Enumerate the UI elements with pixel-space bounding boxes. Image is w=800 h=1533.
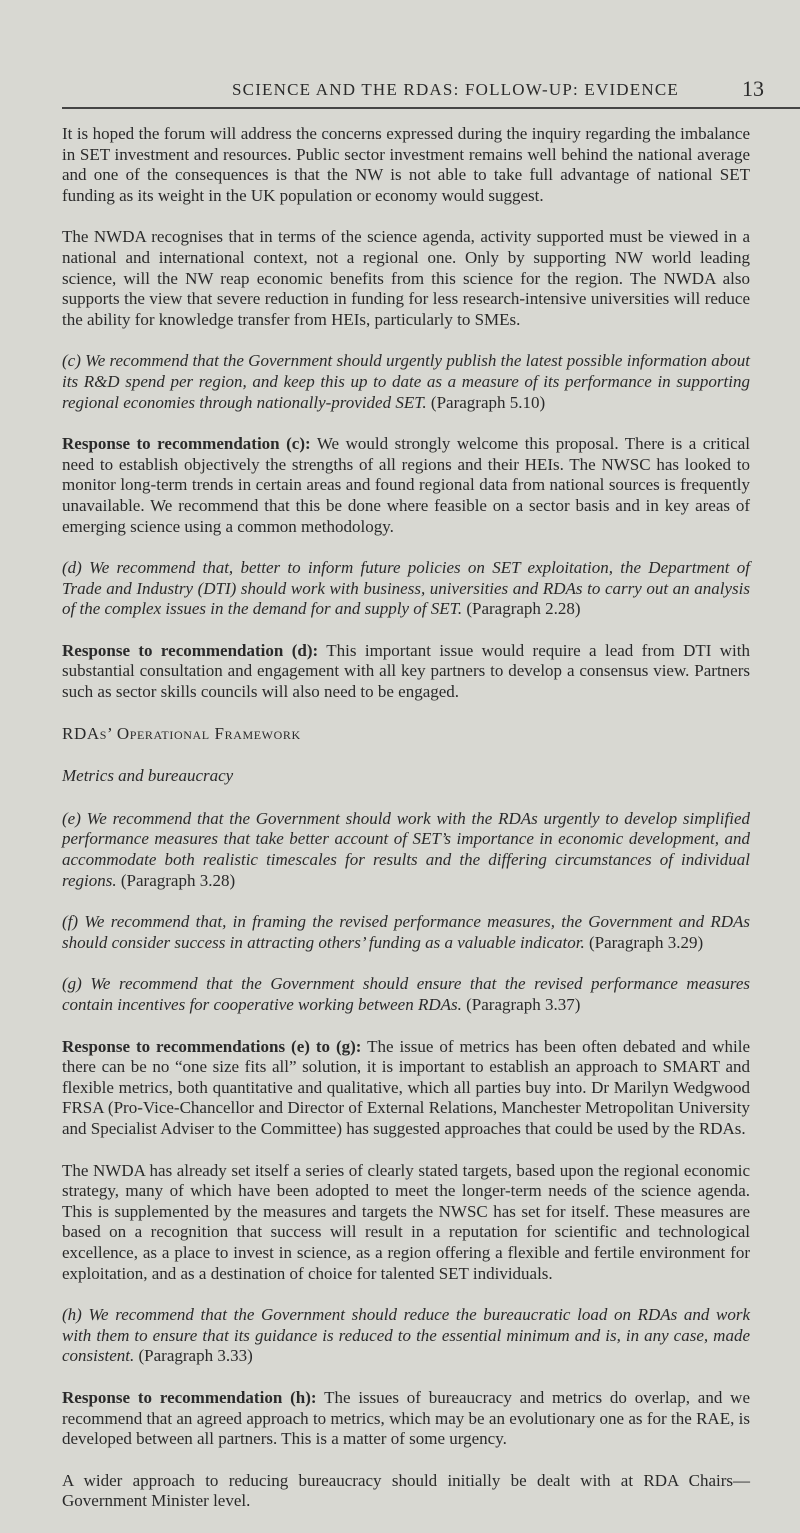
recommendation-g: [62, 974, 750, 1015]
recommendation-f: [62, 912, 750, 953]
paragraph-nwda-recognises: The NWDA recognises that in terms of the science agenda, activity supported must be viewed in a national and international context, not a regional one. Only by supporting NW world leading science, will the NW reap economic benefits from this science for the region. The NWDA also supports the view that severe reduction in funding for less research-intensive universities will reduce the ability for knowledge transfer from HEIs, particularly to SMEs.: [62, 227, 750, 329]
response-d: [62, 641, 750, 703]
paragraph-forum: It is hoped the forum will address the concerns expressed during the inquiry regarding the imbalance in SET investment and resources. Public sector investment remains well behind the national average and one of the consequences is that the NW is not able to take full advantage of national SET funding as its weight in the UK population or economy would suggest.: [62, 124, 750, 205]
section-heading-text: RDAs’ Operational Framework: [62, 723, 301, 743]
recommendation-e-text: (e) We recommend that the Government should work with the RDAs urgently to develop simplified performance measures that take better account of SET’s importance in economic development, and accommodate both realistic timescales for results and the differing circumstances of individual regions.: [62, 808, 750, 890]
response-e-to-g-text: The issue of metrics has been often debated and while there can be no “one size fits all” solution, it is important to establish an approach to SMART and flexible metrics, both quantitative and qualitative, which all parties buy into. Dr Marilyn Wedgwood FRSA (Pro-Vice-Chancellor and Director of External Relations, Manchester Metropolitan University and Specialist Adviser to the Committee) has suggested approaches that could be used by the RDAs.: [62, 1036, 750, 1138]
section-heading: [62, 724, 750, 745]
recommendation-g-text: (g) We recommend that the Government should ensure that the revised performance measures contain incentives for cooperative working between RDAs.: [62, 974, 750, 1014]
paragraph-targets: The NWDA has already set itself a series of clearly stated targets, based upon the regional economic strategy, many of which have been adopted to meet the longer-term needs of the science agenda. This is supplemented by the measures and targets the NWSC has set for itself. These measures are based on a recognition that success will result in a reputation for scientific and technological excellence, as a place to invest in science, as a region offering a flexible and fertile environment for exploitation, and as a destination of choice for talented SET individuals.: [62, 1160, 750, 1283]
response-d-label: Response to recommendation (d):: [62, 640, 319, 660]
running-head: [0, 76, 800, 110]
response-c: [62, 434, 750, 537]
recommendation-h-text: (h) We recommend that the Government should reduce the bureaucratic load on RDAs and work with them to ensure that its guidance is reduced to the essential minimum and is, in any case, made consistent.: [62, 1305, 750, 1366]
recommendation-c-text: (c) We recommend that the Government should urgently publish the latest possible information about its R&D spend per region, and keep this up to date as a measure of its performance in supporting regional economies through nationally-provided SET.: [62, 351, 750, 412]
response-e-to-g-label: Response to recommendations (e) to (g):: [62, 1036, 362, 1056]
response-c-text: We would strongly welcome this proposal. There is a critical need to establish objectively the strengths of all regions and their HEIs. The NWSC has looked to monitor long-term trends in certain areas and found regional data from national sources is frequently unavailable. We recommend that this be done where feasible on a sector basis and in key areas of emerging science using a common methodology.: [62, 434, 750, 536]
response-d-text: This important issue would require a lead from DTI with substantial consultation and engagement with all key partners to develop a consensus view. Partners such as sector skills councils will also need to be engaged.: [62, 640, 750, 702]
recommendation-d-ref: (Paragraph 2.28): [466, 599, 581, 619]
header-rule: [62, 107, 800, 109]
recommendation-h-ref: (Paragraph 3.33): [138, 1346, 253, 1366]
body-text: [62, 124, 750, 1533]
recommendation-c: [62, 351, 750, 413]
recommendation-f-text: (f) We recommend that, in framing the revised performance measures, the Government and RDAs should consider success in attracting others’ funding as a valuable indicator.: [62, 912, 750, 952]
response-h-text: The issues of bureaucracy and metrics do overlap, and we recommend that an agreed approach to metrics, which may be an evolutionary one as for the RAE, is developed between all partners. This is a matter of some urgency.: [62, 1387, 750, 1449]
response-h-label: Response to recommendation (h):: [62, 1387, 317, 1407]
page-number: 13: [742, 76, 764, 101]
recommendation-d-text: (d) We recommend that, better to inform future policies on SET exploitation, the Department of Trade and Industry (DTI) should work with business, universities and RDAs to carry out an analysis of the complex issues in the demand for and supply of SET.: [62, 558, 750, 619]
recommendation-f-ref: (Paragraph 3.29): [588, 932, 704, 952]
recommendation-d: [62, 558, 750, 620]
recommendation-h: [62, 1305, 750, 1367]
recommendation-c-ref: (Paragraph 5.10): [430, 392, 546, 412]
response-c-label: Response to recommendation (c):: [62, 434, 311, 454]
paragraph-wider-approach: A wider approach to reducing bureaucracy should initially be dealt with at RDA Chairs—Government Minister level.: [62, 1470, 750, 1511]
subheading: Metrics and bureaucracy: [62, 766, 234, 786]
recommendation-e-ref: (Paragraph 3.28): [120, 870, 236, 890]
response-e-to-g: [62, 1037, 750, 1140]
recommendation-g-ref: (Paragraph 3.37): [466, 995, 581, 1014]
recommendation-e: [62, 809, 750, 891]
response-h: [62, 1388, 750, 1450]
running-head-title: SCIENCE AND THE RDAS: FOLLOW-UP: EVIDENCE: [232, 80, 679, 99]
